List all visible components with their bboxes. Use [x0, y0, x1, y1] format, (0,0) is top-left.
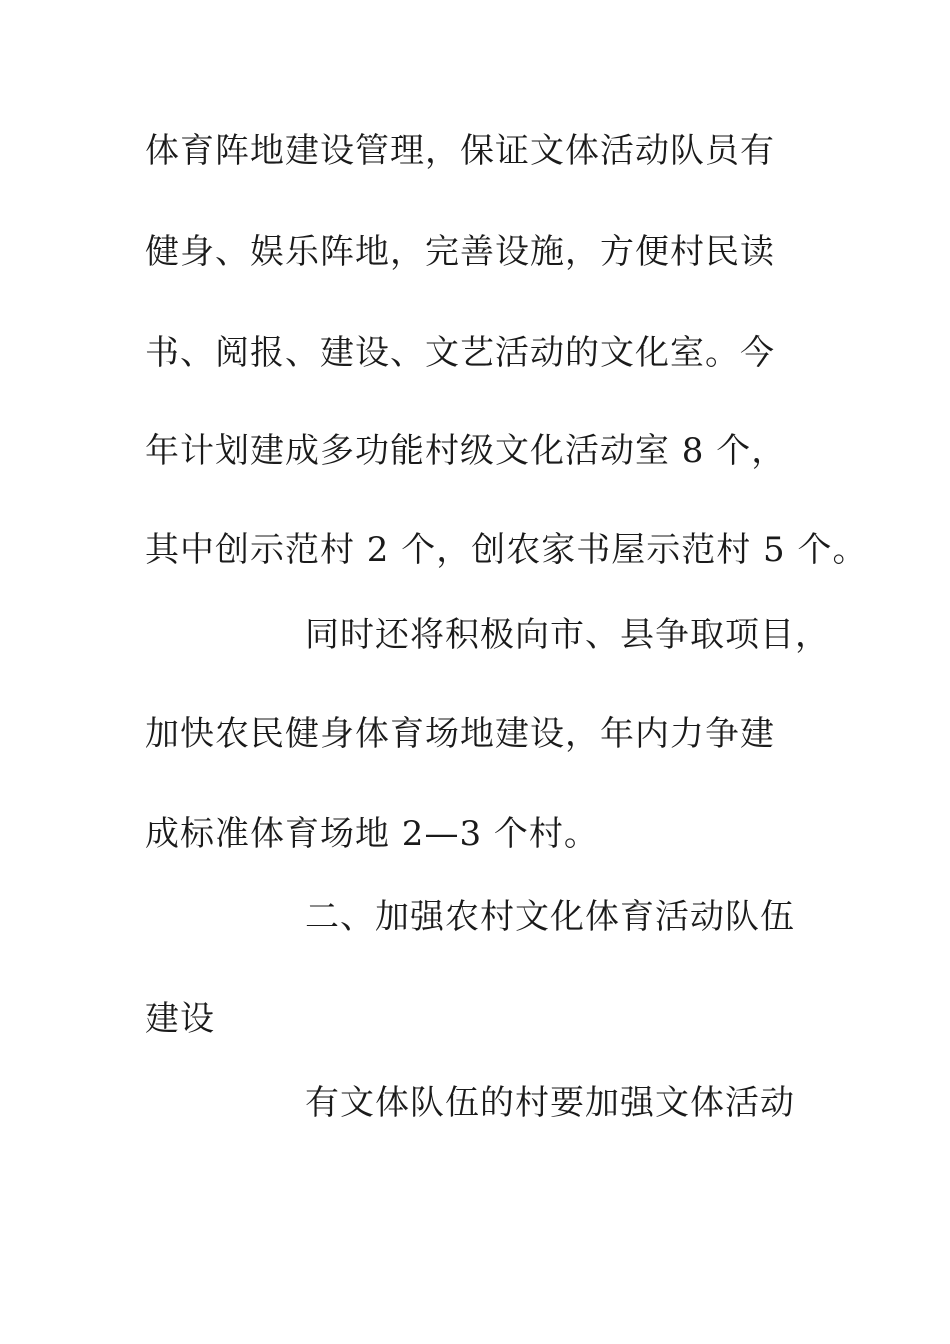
paragraph-line-9: 有文体队伍的村要加强文体活动: [305, 1083, 795, 1123]
section-heading-line-2: 建设: [145, 999, 215, 1039]
paragraph-line-3: 书、阅报、建设、文艺活动的文化室。今: [145, 333, 775, 373]
paragraph-line-6: 同时还将积极向市、县争取项目，: [305, 615, 830, 655]
paragraph-line-7: 加快农民健身体育场地建设，年内力争建: [145, 714, 775, 754]
paragraph-line-8: 成标准体育场地 2—3 个村。: [145, 814, 599, 854]
section-heading-line-1: 二、加强农村文化体育活动队伍: [305, 897, 795, 937]
paragraph-line-2: 健身、娱乐阵地，完善设施，方便村民读: [145, 232, 775, 272]
paragraph-line-1: 体育阵地建设管理，保证文体活动队员有: [145, 131, 775, 171]
paragraph-line-4: 年计划建成多功能村级文化活动室 8 个，: [145, 431, 787, 471]
paragraph-line-5: 其中创示范村 2 个，创农家书屋示范村 5 个。: [145, 530, 868, 570]
